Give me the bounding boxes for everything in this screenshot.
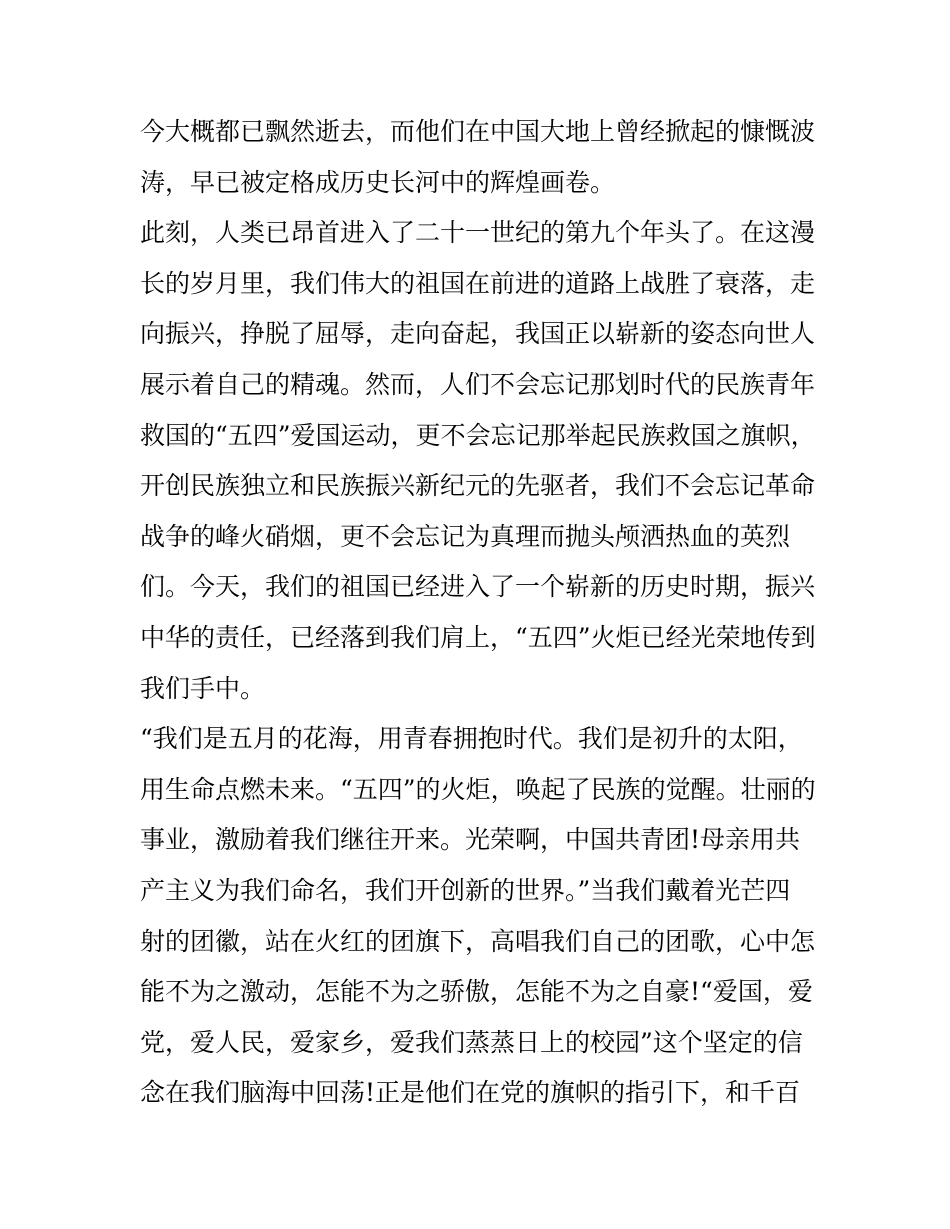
text-line: 用生命点燃未来。“五四”的火炬，唤起了民族的觉醒。壮丽的 <box>140 774 816 804</box>
text-line: 救国的“五四”爱国运动，更不会忘记那举起民族救国之旗帜， <box>140 420 816 450</box>
text-line: 开创民族独立和民族振兴新纪元的先驱者，我们不会忘记革命 <box>140 471 816 501</box>
text-line: 们。今天，我们的祖国已经进入了一个崭新的历史时期，振兴 <box>140 572 816 602</box>
text-line: 党，爱人民，爱家乡，爱我们蒸蒸日上的校园”这个坚定的信 <box>140 1027 803 1057</box>
text-line: 产主义为我们命名，我们开创新的世界。”当我们戴着光芒四 <box>140 875 791 905</box>
text-line: 能不为之激动，怎能不为之骄傲，怎能不为之自豪!“爱国，爱 <box>140 977 813 1007</box>
text-line: 长的岁月里，我们伟大的祖国在前进的道路上战胜了衰落，走 <box>140 268 816 298</box>
text-line: 向振兴，挣脱了屈辱，走向奋起，我国正以崭新的姿态向世人 <box>140 319 816 349</box>
text-line: 射的团徽，站在火红的团旗下，高唱我们自己的团歌，心中怎 <box>140 926 816 956</box>
text-line: 涛，早已被定格成历史长河中的辉煌画卷。 <box>140 167 616 197</box>
text-line: 事业，激励着我们继往开来。光荣啊，中国共青团!母亲用共 <box>140 825 801 855</box>
text-line: 展示着自己的精魂。然而，人们不会忘记那划时代的民族青年 <box>140 369 816 399</box>
text-line: 此刻，人类已昂首进入了二十一世纪的第九个年头了。在这漫 <box>140 218 816 248</box>
body-text <box>140 107 820 1119</box>
text-line: “我们是五月的花海，用青春拥抱时代。我们是初升的太阳， <box>140 724 803 754</box>
text-line: 今大概都已飘然逝去，而他们在中国大地上曾经掀起的慷慨波 <box>140 117 816 146</box>
text-line: 战争的峰火硝烟，更不会忘记为真理而抛头颅洒热血的英烈 <box>140 521 791 551</box>
text-line: 我们手中。 <box>140 673 266 703</box>
text-line: 中华的责任，已经落到我们肩上，“五四”火炬已经光荣地传到 <box>140 622 816 652</box>
text-line: 念在我们脑海中回荡!正是他们在党的旗帜的指引下，和千百 <box>140 1078 801 1108</box>
